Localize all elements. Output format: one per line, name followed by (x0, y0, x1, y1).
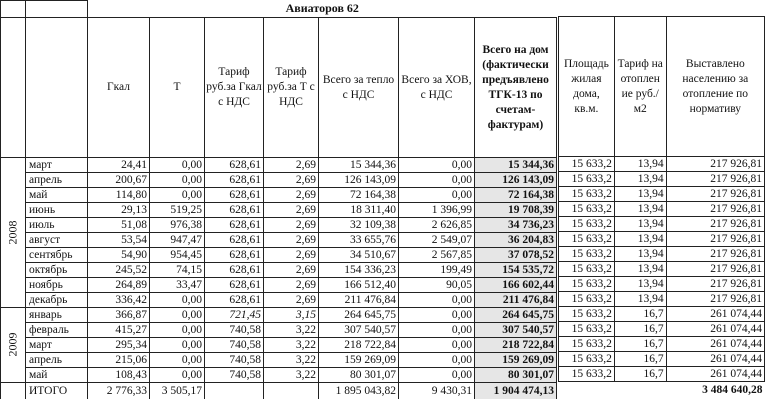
table-row (559, 217, 765, 232)
tariff-heating-cell: 13,94 (614, 172, 666, 187)
table-row (1, 308, 557, 323)
table-row (559, 247, 765, 262)
tariff-heating-cell: 13,94 (614, 217, 666, 232)
total-hov-cell: 0,00 (399, 173, 475, 188)
gcal-cell: 366,87 (88, 308, 150, 323)
tariff-t-cell: 3,15 (264, 308, 319, 323)
totals-billed: 3 484 640,28 (702, 383, 763, 396)
table-row (1, 338, 557, 353)
billed-cell: 217 926,81 (666, 232, 764, 247)
tariff-gcal-cell: 628,61 (205, 263, 264, 278)
t-cell: 519,25 (150, 203, 205, 218)
billed-cell: 261 074,44 (666, 337, 764, 352)
table-row (1, 248, 557, 263)
totals-area-empty (559, 382, 615, 399)
area-cell: 15 633,2 (559, 217, 615, 232)
gcal-cell: 51,08 (88, 218, 150, 233)
area-cell: 15 633,2 (559, 367, 615, 382)
billed-cell: 261 074,44 (666, 352, 764, 367)
total-heat-cell: 34 510,67 (319, 248, 399, 263)
total-heat-cell: 154 336,23 (319, 263, 399, 278)
header-total-house: Всего на дом (фактически предъявлено ТГК-13 по счетам-фактурам) (475, 18, 557, 158)
t-cell: 0,00 (150, 338, 205, 353)
table-row (559, 202, 765, 217)
tariff-heating-cell: 13,94 (614, 292, 666, 307)
tariff-t-cell: 2,69 (264, 278, 319, 293)
area-cell: 15 633,2 (559, 202, 615, 217)
table-row (1, 353, 557, 368)
tariff-heating-cell: 16,7 (614, 337, 666, 352)
header-tariff-heating: Тариф на отоплен ие руб./м2 (614, 17, 666, 157)
billed-cell: 217 926,81 (666, 187, 764, 202)
t-cell: 0,00 (150, 368, 205, 383)
t-cell: 33,47 (150, 278, 205, 293)
table-row (559, 352, 765, 367)
area-cell: 15 633,2 (559, 307, 615, 322)
totals-house: 1 904 474,13 (475, 383, 557, 400)
table-row (1, 233, 557, 248)
billed-cell: 217 926,81 (666, 247, 764, 262)
right-table (558, 0, 765, 398)
tariff-t-cell: 2,69 (264, 203, 319, 218)
totals-tariff-empty (614, 382, 666, 399)
billed-cell: 217 926,81 (666, 172, 764, 187)
totals-tariff-gcal (205, 383, 264, 400)
area-cell: 15 633,2 (559, 187, 615, 202)
t-cell: 0,00 (150, 173, 205, 188)
header-total-hov: Всего за ХОВ, с НДС (399, 18, 475, 158)
table-row (559, 322, 765, 337)
tariff-heating-cell: 13,94 (614, 202, 666, 217)
tariff-gcal-cell: 721,45 (205, 308, 264, 323)
tariff-t-cell: 2,69 (264, 263, 319, 278)
area-cell: 15 633,2 (559, 277, 615, 292)
total-house-cell: 15 344,36 (475, 158, 557, 173)
gcal-cell: 245,52 (88, 263, 150, 278)
header-t: Т (150, 18, 205, 158)
gcal-cell: 264,89 (88, 278, 150, 293)
table-row (1, 158, 557, 173)
corner-cell (1, 1, 26, 18)
t-cell: 0,00 (150, 323, 205, 338)
month-cell: май (26, 188, 88, 203)
t-cell: 0,00 (150, 188, 205, 203)
tariff-t-cell: 3,22 (264, 353, 319, 368)
tariff-heating-cell: 13,94 (614, 187, 666, 202)
table-row (1, 293, 557, 308)
total-hov-cell: 0,00 (399, 338, 475, 353)
total-house-cell: 34 736,23 (475, 218, 557, 233)
total-house-cell: 126 143,09 (475, 173, 557, 188)
tariff-gcal-cell: 628,61 (205, 188, 264, 203)
table-row (559, 307, 765, 322)
total-hov-cell: 199,49 (399, 263, 475, 278)
tariff-t-cell: 2,69 (264, 218, 319, 233)
t-cell: 976,38 (150, 218, 205, 233)
table-row (1, 218, 557, 233)
tariff-t-cell: 3,22 (264, 368, 319, 383)
table-row (1, 173, 557, 188)
billed-cell: 217 926,81 (666, 277, 764, 292)
total-hov-cell: 2 626,85 (399, 218, 475, 233)
billed-cell: 217 926,81 (666, 292, 764, 307)
table-row (559, 187, 765, 202)
t-cell: 0,00 (150, 158, 205, 173)
year-label: 2008 (5, 220, 20, 244)
total-heat-cell: 33 655,76 (319, 233, 399, 248)
month-cell: март (26, 338, 88, 353)
total-house-cell: 37 078,52 (475, 248, 557, 263)
year-header-cell (1, 18, 26, 158)
table-row (559, 232, 765, 247)
total-heat-cell: 159 269,09 (319, 353, 399, 368)
totals-year-cell (1, 383, 26, 400)
total-heat-cell: 72 164,38 (319, 188, 399, 203)
billed-cell: 217 926,81 (666, 262, 764, 277)
total-hov-cell: 2 549,07 (399, 233, 475, 248)
gcal-cell: 54,90 (88, 248, 150, 263)
billed-cell: 261 074,44 (666, 307, 764, 322)
totals-gcal: 2 776,33 (88, 383, 150, 400)
tariff-heating-cell: 16,7 (614, 367, 666, 382)
total-hov-cell: 0,00 (399, 368, 475, 383)
month-cell: январь (26, 308, 88, 323)
year-cell (1, 308, 26, 383)
tariff-t-cell: 2,69 (264, 173, 319, 188)
total-house-cell: 159 269,09 (475, 353, 557, 368)
total-house-cell: 80 301,07 (475, 368, 557, 383)
page-title: Авиаторов 62 (88, 1, 557, 18)
header-tariff-t: Тариф руб.за Т с НДС (264, 18, 319, 158)
header-billed: Выставлено населению за отопление по нормативу (666, 17, 764, 157)
total-house-cell: 264 645,75 (475, 308, 557, 323)
tariff-gcal-cell: 628,61 (205, 248, 264, 263)
month-cell: ноябрь (26, 278, 88, 293)
t-cell: 74,15 (150, 263, 205, 278)
tariff-heating-cell: 16,7 (614, 307, 666, 322)
tariff-heating-cell: 13,94 (614, 277, 666, 292)
gcal-cell: 200,67 (88, 173, 150, 188)
month-cell: июль (26, 218, 88, 233)
total-hov-cell: 0,00 (399, 353, 475, 368)
tariff-heating-cell: 13,94 (614, 247, 666, 262)
tariff-heating-cell: 13,94 (614, 157, 666, 172)
table-row (559, 337, 765, 352)
totals-tariff-t (264, 383, 319, 400)
totals-row (559, 382, 765, 399)
t-cell: 0,00 (150, 353, 205, 368)
gcal-cell: 295,34 (88, 338, 150, 353)
tariff-gcal-cell: 740,58 (205, 323, 264, 338)
area-cell: 15 633,2 (559, 247, 615, 262)
tariff-t-cell: 2,69 (264, 233, 319, 248)
billed-cell: 217 926,81 (666, 217, 764, 232)
gcal-cell: 336,42 (88, 293, 150, 308)
tariff-gcal-cell: 628,61 (205, 233, 264, 248)
gcal-cell: 215,06 (88, 353, 150, 368)
total-heat-cell: 218 722,84 (319, 338, 399, 353)
total-house-cell: 154 535,72 (475, 263, 557, 278)
gcal-cell: 53,54 (88, 233, 150, 248)
tariff-gcal-cell: 740,58 (205, 368, 264, 383)
month-cell: февраль (26, 323, 88, 338)
gcal-cell: 114,80 (88, 188, 150, 203)
total-hov-cell: 0,00 (399, 188, 475, 203)
total-heat-cell: 15 344,36 (319, 158, 399, 173)
area-cell: 15 633,2 (559, 337, 615, 352)
totals-t: 3 505,17 (150, 383, 205, 400)
total-heat-cell: 80 301,07 (319, 368, 399, 383)
header-tariff-gcal: Тариф руб.за Гкал с НДС (205, 18, 264, 158)
area-cell: 15 633,2 (559, 262, 615, 277)
tariff-gcal-cell: 628,61 (205, 218, 264, 233)
tariff-heating-cell: 16,7 (614, 322, 666, 337)
tariff-heating-cell: 13,94 (614, 232, 666, 247)
total-heat-cell: 32 109,38 (319, 218, 399, 233)
tariff-t-cell: 2,69 (264, 158, 319, 173)
total-house-cell: 36 204,83 (475, 233, 557, 248)
table-row (1, 278, 557, 293)
right-title-spacer (559, 0, 765, 17)
month-cell: март (26, 158, 88, 173)
tariff-gcal-cell: 628,61 (205, 278, 264, 293)
table-row (559, 262, 765, 277)
table-row (1, 263, 557, 278)
tariff-gcal-cell: 740,58 (205, 338, 264, 353)
month-header-cell (26, 18, 88, 158)
area-cell: 15 633,2 (559, 232, 615, 247)
table-row (559, 277, 765, 292)
corner-cell (26, 1, 88, 18)
totals-row (1, 383, 557, 400)
header-total-heat: Всего за тепло с НДС (319, 18, 399, 158)
table-row (1, 323, 557, 338)
totals-heat: 1 895 043,82 (319, 383, 399, 400)
total-house-cell: 211 476,84 (475, 293, 557, 308)
month-cell: сентябрь (26, 248, 88, 263)
t-cell: 954,45 (150, 248, 205, 263)
table-row (1, 368, 557, 383)
year-cell (1, 158, 26, 308)
gcal-cell: 108,43 (88, 368, 150, 383)
tariff-t-cell: 2,69 (264, 188, 319, 203)
total-hov-cell: 2 567,85 (399, 248, 475, 263)
tariff-gcal-cell: 628,61 (205, 203, 264, 218)
area-cell: 15 633,2 (559, 157, 615, 172)
total-house-cell: 218 722,84 (475, 338, 557, 353)
area-cell: 15 633,2 (559, 172, 615, 187)
month-cell: октябрь (26, 263, 88, 278)
month-cell: май (26, 368, 88, 383)
area-cell: 15 633,2 (559, 322, 615, 337)
table-row (1, 203, 557, 218)
area-cell: 15 633,2 (559, 292, 615, 307)
gcal-cell: 29,13 (88, 203, 150, 218)
month-cell: апрель (26, 353, 88, 368)
year-label: 2009 (5, 332, 20, 357)
table-row (559, 172, 765, 187)
tariff-gcal-cell: 740,58 (205, 353, 264, 368)
billed-cell: 261 074,44 (666, 322, 764, 337)
total-heat-cell: 126 143,09 (319, 173, 399, 188)
total-house-cell: 307 540,57 (475, 323, 557, 338)
month-cell: апрель (26, 173, 88, 188)
total-house-cell: 19 708,39 (475, 203, 557, 218)
tariff-heating-cell: 16,7 (614, 352, 666, 367)
total-hov-cell: 0,00 (399, 308, 475, 323)
month-cell: декабрь (26, 293, 88, 308)
totals-hov: 9 430,31 (399, 383, 475, 400)
t-cell: 0,00 (150, 293, 205, 308)
table-row (559, 292, 765, 307)
billed-cell: 217 926,81 (666, 202, 764, 217)
tariff-gcal-cell: 628,61 (205, 293, 264, 308)
total-heat-cell: 166 512,40 (319, 278, 399, 293)
total-heat-cell: 18 311,40 (319, 203, 399, 218)
month-cell: июнь (26, 203, 88, 218)
table-row (559, 157, 765, 172)
header-area: Площадь жилая дома, кв.м. (559, 17, 615, 157)
totals-label: ИТОГО (26, 383, 88, 400)
tariff-t-cell: 2,69 (264, 248, 319, 263)
total-hov-cell: 1 396,99 (399, 203, 475, 218)
total-hov-cell: 0,00 (399, 323, 475, 338)
total-house-cell: 166 602,44 (475, 278, 557, 293)
tariff-gcal-cell: 628,61 (205, 173, 264, 188)
total-heat-cell: 264 645,75 (319, 308, 399, 323)
total-heat-cell: 211 476,84 (319, 293, 399, 308)
total-hov-cell: 0,00 (399, 293, 475, 308)
total-hov-cell: 0,00 (399, 158, 475, 173)
t-cell: 0,00 (150, 308, 205, 323)
tariff-t-cell: 3,22 (264, 323, 319, 338)
header-gcal: Гкал (88, 18, 150, 158)
tariff-t-cell: 3,22 (264, 338, 319, 353)
gcal-cell: 415,27 (88, 323, 150, 338)
t-cell: 947,47 (150, 233, 205, 248)
gcal-cell: 24,41 (88, 158, 150, 173)
billed-cell: 261 074,44 (666, 367, 764, 382)
total-house-cell: 72 164,38 (475, 188, 557, 203)
tariff-gcal-cell: 628,61 (205, 158, 264, 173)
total-heat-cell: 307 540,57 (319, 323, 399, 338)
table-row (1, 188, 557, 203)
total-hov-cell: 90,05 (399, 278, 475, 293)
area-cell: 15 633,2 (559, 352, 615, 367)
billed-cell: 217 926,81 (666, 157, 764, 172)
tariff-t-cell: 2,69 (264, 293, 319, 308)
tariff-heating-cell: 13,94 (614, 262, 666, 277)
month-cell: август (26, 233, 88, 248)
table-row (559, 367, 765, 382)
